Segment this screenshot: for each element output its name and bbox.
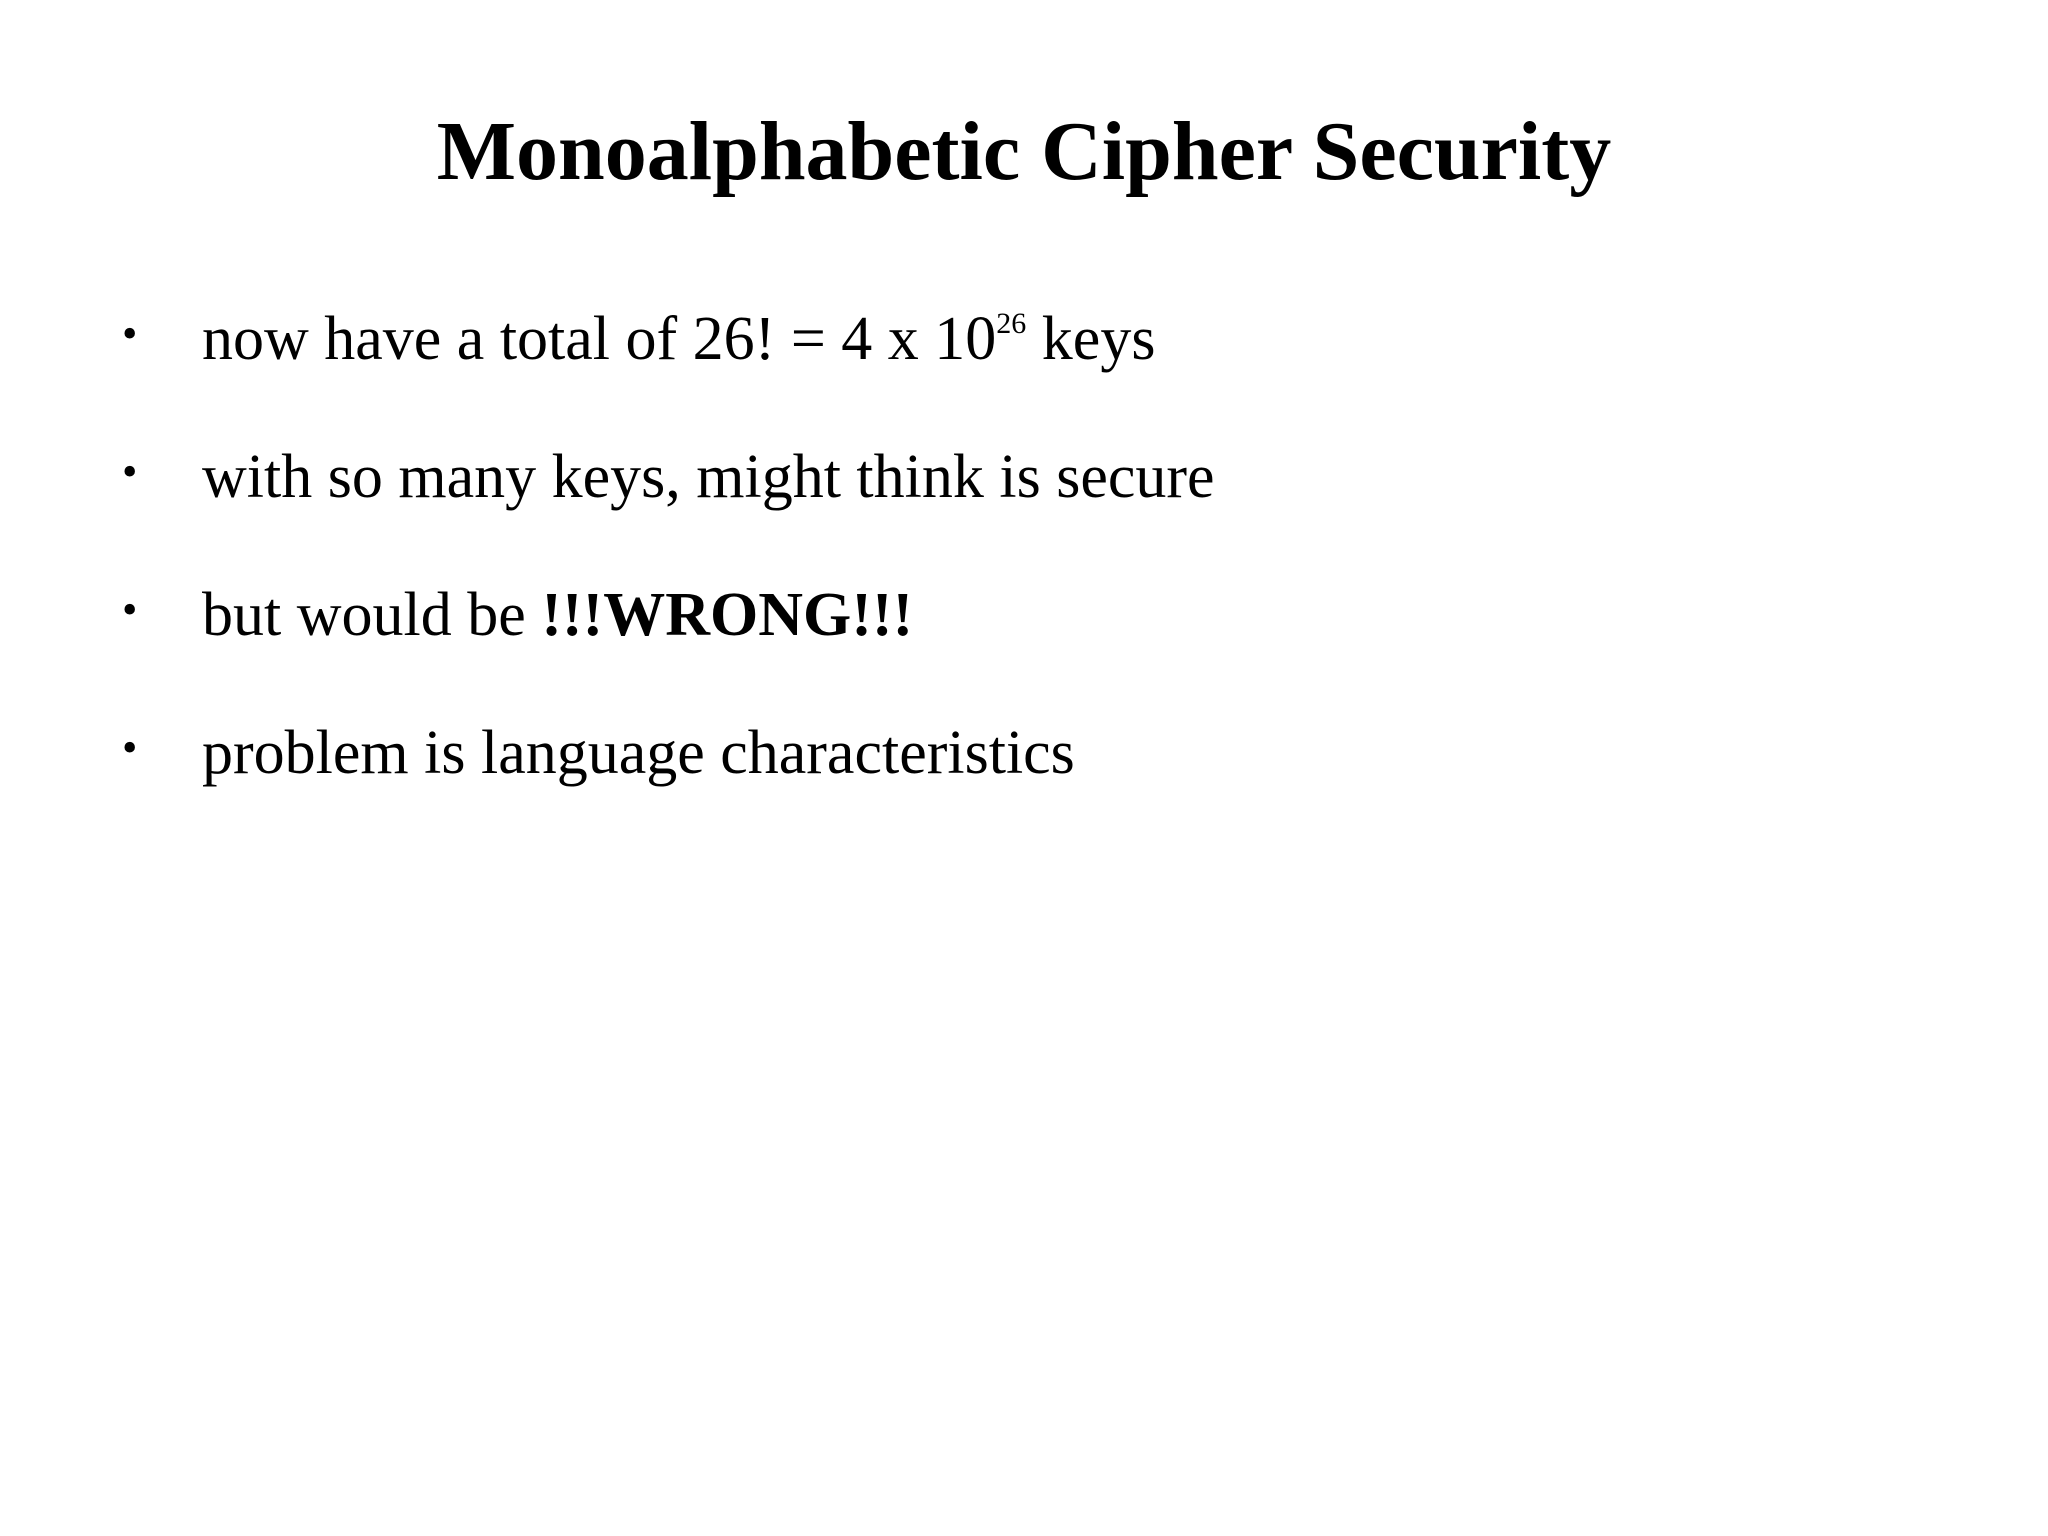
bullet-text: problem is language characteristics: [202, 719, 1075, 787]
bullet-emphasis-text: !!!WRONG!!!: [541, 581, 914, 649]
bullet-icon: •: [122, 309, 138, 358]
bullet-text: [202, 581, 914, 649]
bullet-text-before-exponent: now have a total of 26! = 4 x 10: [202, 305, 997, 373]
bullet-icon: •: [122, 447, 138, 496]
bullet-text-after-exponent: keys: [1026, 305, 1156, 373]
bullet-icon: •: [122, 723, 138, 772]
slide-title: Monoalphabetic Cipher Security: [436, 105, 1612, 198]
bullet-plain-text: but would be: [202, 581, 542, 649]
bullet-text: [202, 305, 1156, 373]
bullet-text: with so many keys, might think is secure: [202, 443, 1215, 511]
bullet-icon: •: [122, 585, 138, 634]
exponent: 26: [996, 307, 1027, 340]
